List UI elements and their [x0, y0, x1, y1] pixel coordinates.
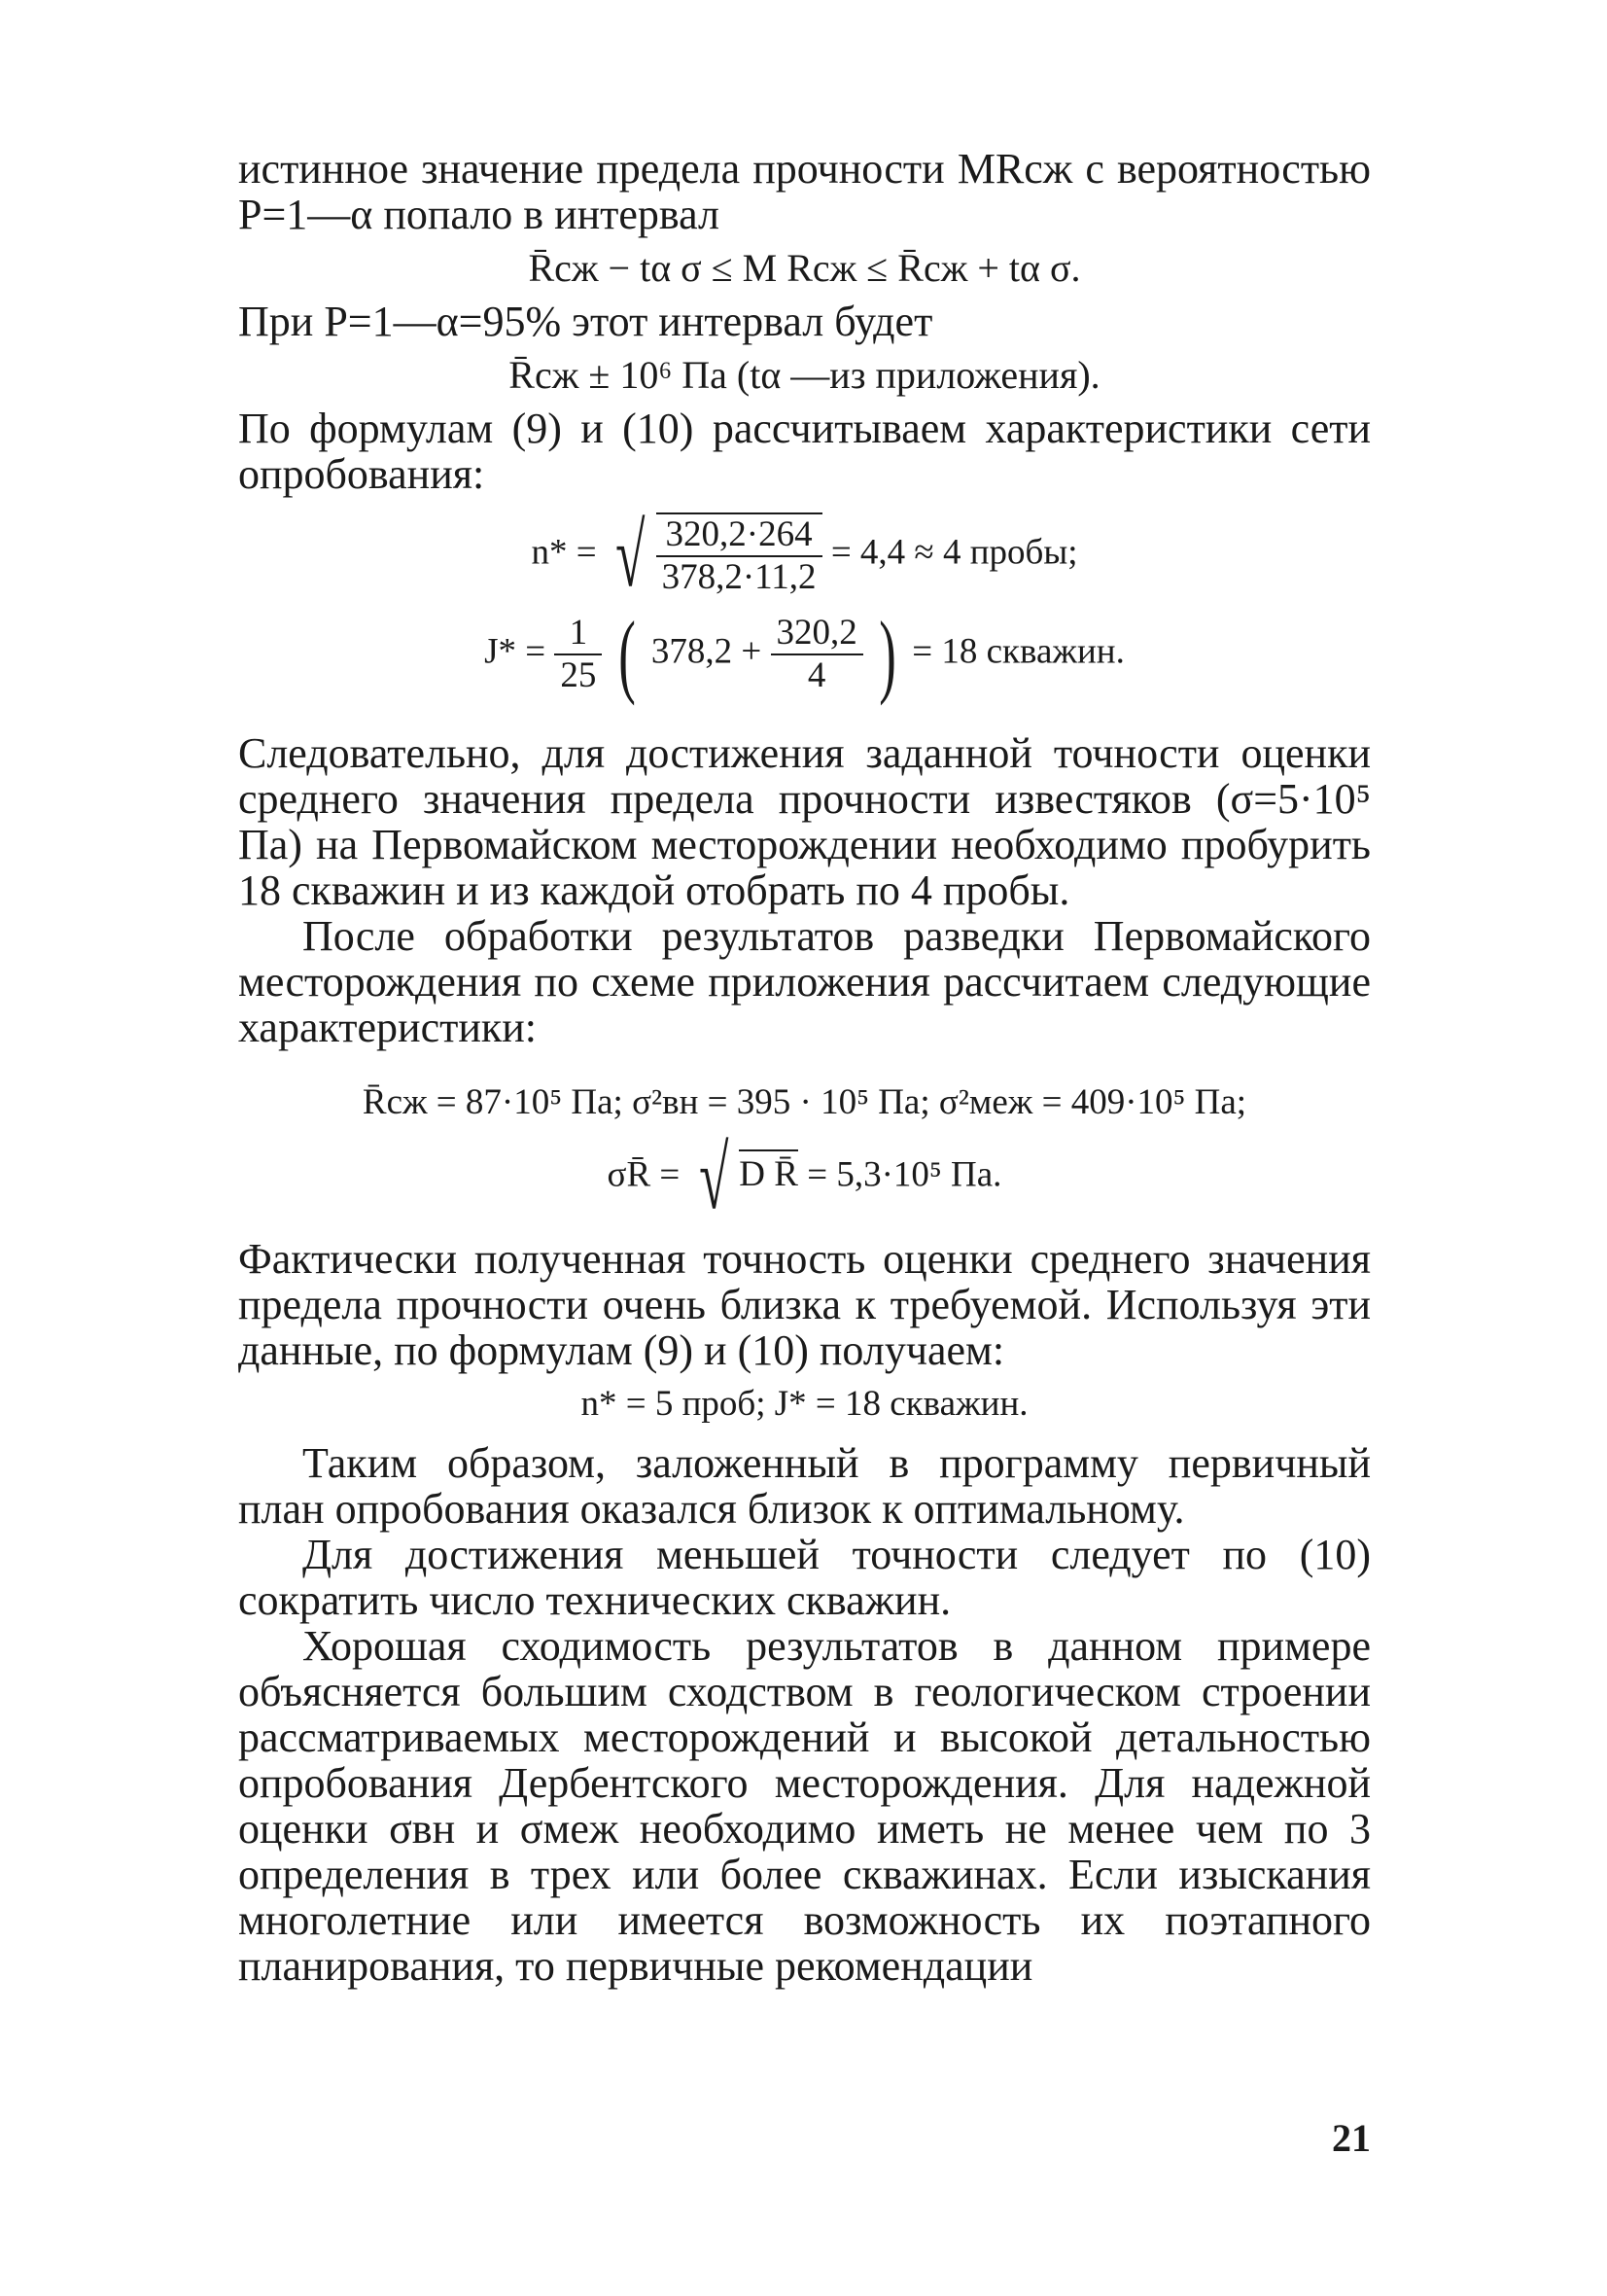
formula-j-star-numerator: 1	[554, 613, 602, 655]
formula-characteristics: R̄сж = 87·10⁵ Па; σ²вн = 395 · 10⁵ Па; σ²меж = 409·10⁵ Па;	[362, 1082, 1247, 1122]
formula-j-star-fraction	[554, 613, 602, 696]
formula-n-star	[238, 506, 1371, 605]
paragraph-8: Для достижения меньшей точности следует по (10) сократить число технических скважин.	[238, 1531, 1371, 1624]
formula-n-star-rhs: = 4,4 ≈ 4 пробы;	[830, 532, 1078, 573]
left-paren-icon: (	[617, 602, 636, 706]
page-content	[238, 146, 1371, 1989]
formula-sigma-r-lhs: σR̄ =	[607, 1154, 681, 1195]
formula-j-star-inner-numerator: 320,2	[771, 613, 863, 655]
paragraph-9: Хорошая сходимость результатов в данном примере объясняется большим сходством в геологическом строении рассматриваемых месторождений и высокой детальностью опробования Дербентского месторождения. Для надежной оценки σвн и σмеж необходимо иметь не менее чем по 3 определения в трех или более скважинах. Если изыскания многолетние или имеется возможность их поэтапного планирования, то первичные рекомендации	[238, 1622, 1371, 1990]
formula-n-star-denominator: 378,2·11,2	[661, 557, 817, 597]
formula-j-star-inner-denominator: 4	[807, 655, 826, 695]
paragraph-3: По формулам (9) и (10) рассчитываем характеристики сети опробования:	[238, 405, 1371, 498]
formula-j-star-inner: 378,2 +	[650, 631, 762, 672]
formula-j-star-lhs: J* =	[484, 631, 546, 672]
formula-result: n* = 5 проб; J* = 18 скважин.	[580, 1384, 1029, 1424]
formula-sigma-r-radicand: D R̄	[739, 1149, 798, 1197]
paragraph-1: истинное значение предела прочности MRсж с вероятностью P=1—α попало в интервал	[238, 145, 1371, 238]
paragraph-6: Фактически полученная точность оценки среднего значения предела прочности очень близка к требуемой. Используя эти данные, по формулам (9) и (10) получаем:	[238, 1235, 1371, 1374]
paragraph-4: Следовательно, для достижения заданной точности оценки среднего значения предела прочности известяков (σ=5·10⁵ Па) на Первомайском месторождении необходимо пробурить 18 скважин и из каждой отобрать по 4 пробы.	[238, 729, 1371, 914]
paragraph-7: Таким образом, заложенный в программу первичный план опробования оказался близок к оптимальному.	[238, 1439, 1371, 1533]
paragraph-5: После обработки результатов разведки Первомайского месторождения по схеме приложения рассчитаем следующие характеристики:	[238, 912, 1371, 1051]
formula-sigma-r-rhs: = 5,3·10⁵ Па.	[807, 1154, 1002, 1195]
formula-interval: R̄сж − tα σ ≤ M Rсж ≤ R̄сж + tα σ.	[528, 246, 1081, 290]
paragraph-2: При P=1—α=95% этот интервал будет	[238, 298, 933, 345]
formula-j-star-inner-fraction	[771, 613, 863, 696]
formula-interval-result: R̄сж ± 10⁶ Па (tα —из приложения).	[508, 353, 1100, 397]
formula-j-star-rhs: = 18 скважин.	[912, 631, 1125, 672]
formula-n-star-numerator: 320,2·264	[656, 514, 822, 557]
formula-sigma-r	[238, 1128, 1371, 1227]
sqrt-icon: √	[698, 1128, 728, 1227]
sqrt-icon: √	[614, 506, 646, 605]
formula-j-star-denominator: 25	[560, 655, 597, 695]
right-paren-icon: )	[879, 602, 896, 706]
formula-n-star-lhs: n* =	[531, 532, 597, 573]
page-number: 21	[1332, 2116, 1371, 2160]
formula-j-star	[238, 602, 1371, 706]
formula-n-star-fraction	[656, 512, 822, 598]
